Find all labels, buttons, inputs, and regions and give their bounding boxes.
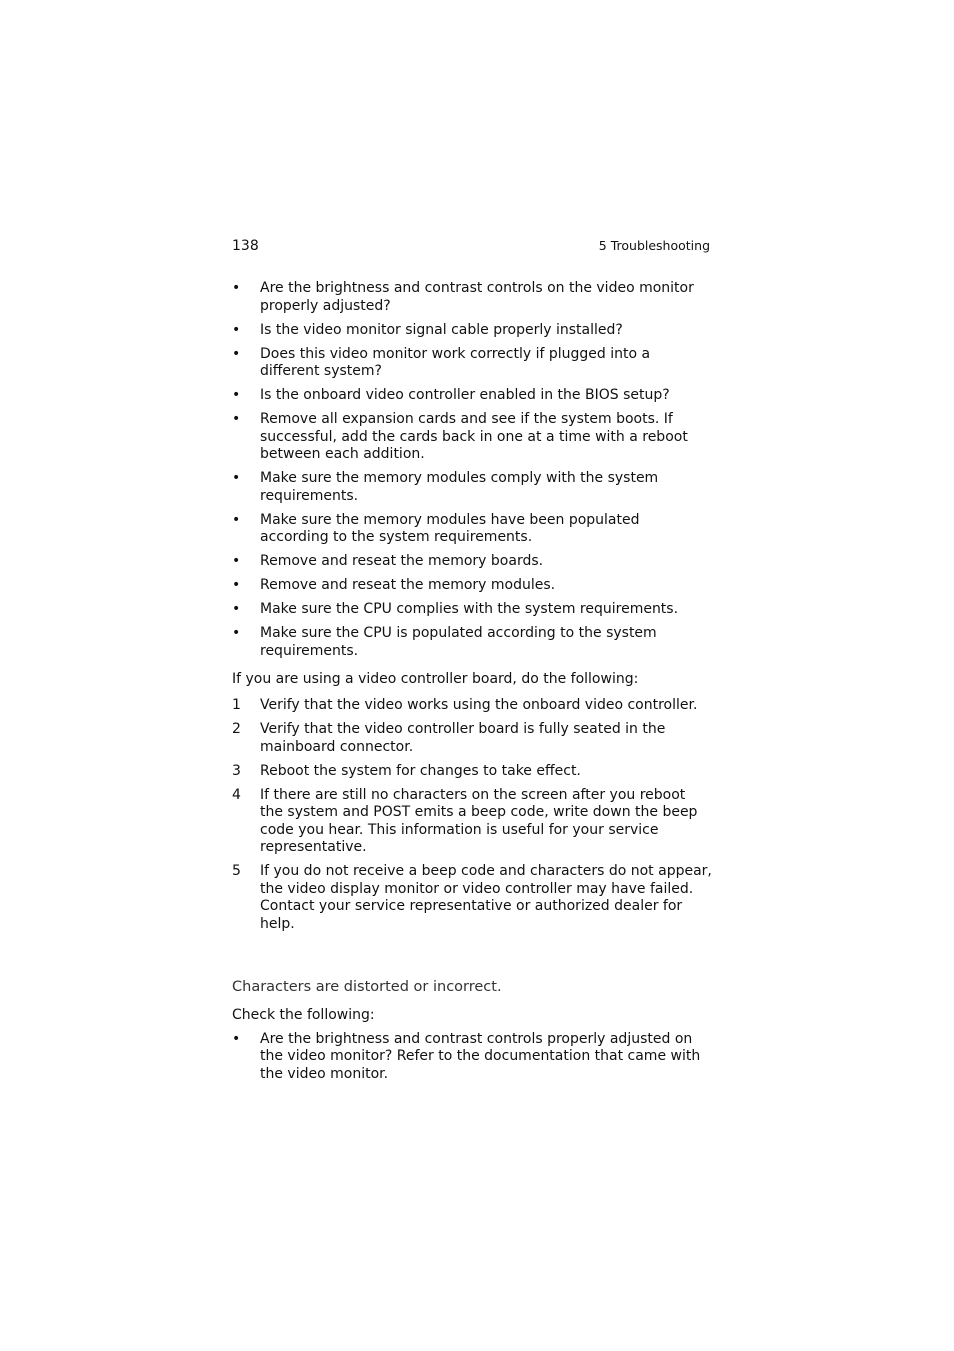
checklist-item-text: Remove all expansion cards and see if the system boots. If successful, add the cards back in one at a time with a reboot between each addition.	[260, 411, 688, 462]
steps-list	[232, 697, 712, 933]
bullet-icon: •	[232, 553, 241, 569]
step-number: 4	[232, 786, 241, 803]
checklist-item-text: Is the onboard video controller enabled in the BIOS setup?	[260, 387, 670, 403]
checklist-item	[232, 387, 712, 405]
checklist-item	[232, 411, 712, 464]
bullet-icon: •	[232, 280, 241, 296]
page-content	[232, 280, 712, 1090]
step-number: 1	[232, 697, 241, 713]
checklist-item	[232, 470, 712, 505]
step-item	[232, 721, 712, 756]
checklist-item-text: Make sure the memory modules have been populated according to the system requirements.	[260, 511, 640, 545]
step-text: Reboot the system for changes to take effect.	[260, 762, 581, 779]
checklist-item-text: Are the brightness and contrast controls on the video monitor properly adjusted?	[260, 280, 694, 314]
step-number: 2	[232, 721, 241, 737]
step-number: 5	[232, 863, 241, 879]
step-text: If there are still no characters on the screen after you reboot the system and POST emits a beep code, write down the beep code you hear. This information is useful for your service representative.	[260, 786, 698, 855]
bullet-icon: •	[232, 625, 241, 641]
step-item	[232, 697, 712, 715]
page-number: 138	[232, 238, 259, 254]
checklist-item-text: Make sure the CPU is populated according to the system requirements.	[260, 625, 657, 659]
step-item	[232, 763, 712, 781]
step-item	[232, 787, 712, 857]
bullet-icon: •	[232, 601, 241, 617]
bullet-icon: •	[232, 577, 241, 593]
bullet-icon: •	[232, 411, 241, 427]
section-subheading: Characters are distorted or incorrect.	[232, 979, 502, 995]
checklist-item	[232, 512, 712, 547]
checklist-item-text: Remove and reseat the memory modules.	[260, 577, 556, 593]
bullet-icon: •	[232, 345, 241, 362]
checklist-item	[232, 577, 712, 595]
check-item	[232, 1031, 712, 1084]
step-number: 3	[232, 762, 241, 779]
page-header	[232, 236, 710, 256]
check-list	[232, 1031, 712, 1084]
bullet-icon: •	[232, 1030, 241, 1047]
checklist-item-text: Make sure the CPU complies with the system requirements.	[260, 601, 679, 617]
step-item	[232, 863, 712, 933]
check-item-text: Are the brightness and contrast controls properly adjusted on the video monitor? Refer to the documentation that came with the video monitor.	[260, 1030, 701, 1082]
section-title: 5 Troubleshooting	[598, 238, 710, 253]
step-text: If you do not receive a beep code and characters do not appear, the video display monitor or video controller may have failed. Contact your service representative or authorized dealer for help.	[260, 863, 712, 932]
bullet-icon: •	[232, 470, 241, 486]
bullet-icon: •	[232, 321, 241, 338]
checklist-item	[232, 553, 712, 571]
checklist	[232, 280, 712, 660]
checklist-item-text: Does this video monitor work correctly if plugged into a different system?	[260, 345, 651, 379]
checklist-item	[232, 625, 712, 660]
checklist-item-text: Make sure the memory modules comply with the system requirements.	[260, 470, 659, 504]
checklist-item	[232, 346, 712, 381]
checklist-item	[232, 280, 712, 315]
checklist-item	[232, 322, 712, 340]
video-board-intro: If you are using a video controller board, do the following:	[232, 671, 639, 687]
checklist-item-text: Remove and reseat the memory boards.	[260, 553, 544, 569]
bullet-icon: •	[232, 511, 241, 528]
step-text: Verify that the video works using the onboard video controller.	[260, 697, 698, 713]
step-text: Verify that the video controller board is fully seated in the mainboard connector.	[260, 721, 666, 755]
bullet-icon: •	[232, 387, 241, 403]
check-intro: Check the following:	[232, 1006, 375, 1023]
checklist-item-text: Is the video monitor signal cable properly installed?	[260, 321, 623, 338]
checklist-item	[232, 601, 712, 619]
